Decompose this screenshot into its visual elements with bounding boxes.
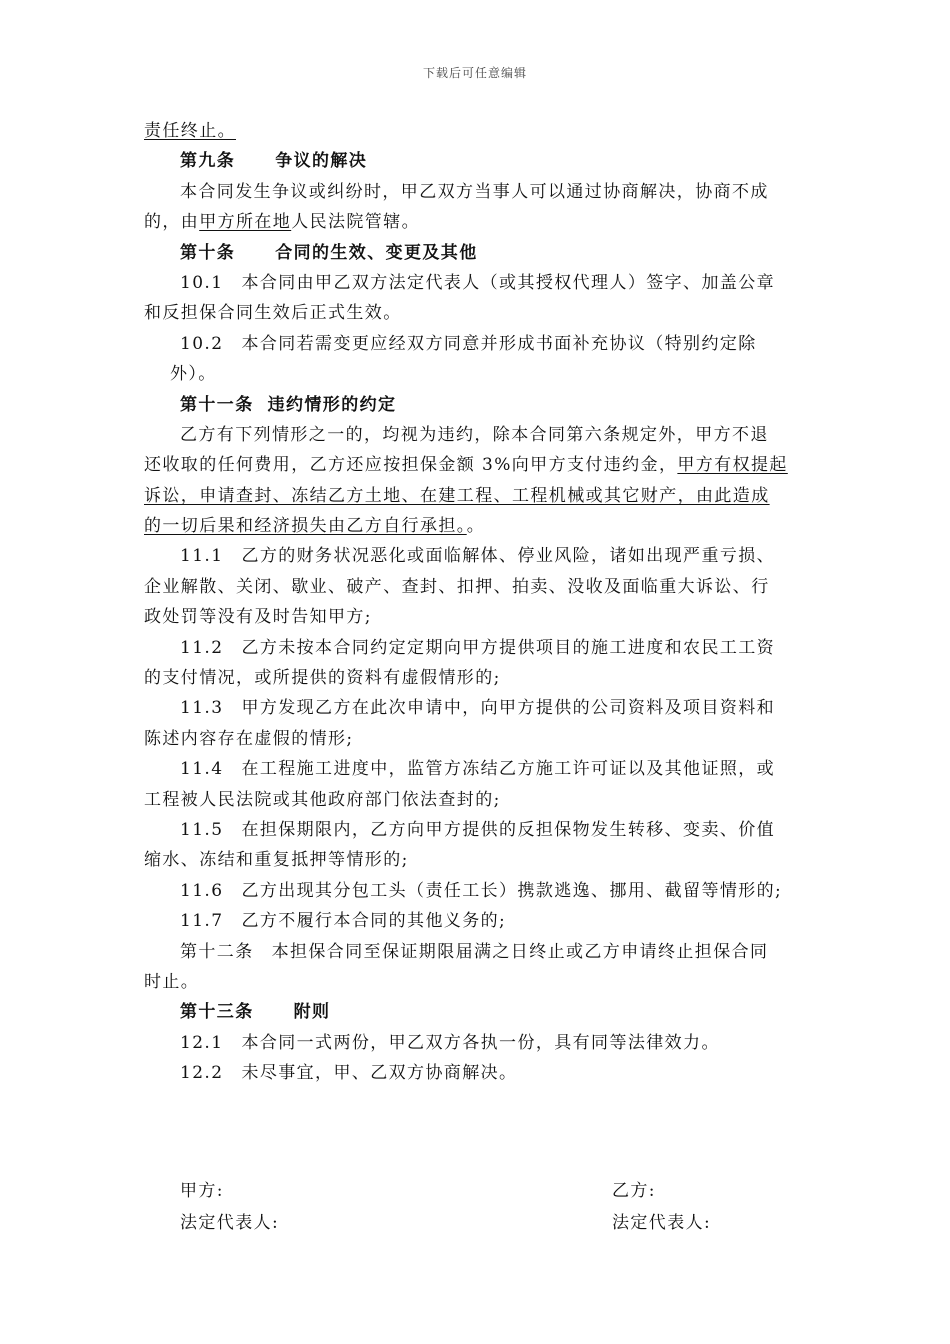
clause-10-2-line-1: 10.2 本合同若需变更应经双方同意并形成书面补充协议（特别约定除 (180, 333, 757, 354)
article-11-line-2: 还收取的任何费用，乙方还应按担保金额 3%向甲方支付违约金，甲方有权提起 (144, 455, 788, 476)
article-11-line-1: 乙方有下列情形之一的，均视为违约，除本合同第六条规定外，甲方不退 (180, 424, 769, 445)
clause-11-2-line-1: 11.2 乙方未按本合同约定定期向甲方提供项目的施工进度和农民工工资 (180, 637, 776, 658)
clause-11-3-line-2: 陈述内容存在虚假的情形; (144, 728, 354, 749)
clause-12-1-line-1: 12.1 本合同一式两份，甲乙双方各执一份，具有同等法律效力。 (180, 1032, 720, 1053)
party-a-label: 甲方: (180, 1181, 224, 1201)
clause-11-1-line-1: 11.1 乙方的财务状况恶化或面临解体、停业风险，诸如出现严重亏损、 (180, 546, 776, 567)
article-13-heading: 第十三条 附则 (180, 1002, 331, 1023)
contract-body (144, 116, 808, 1089)
previous-article-tail: 责任终止。 (144, 121, 236, 141)
clause-10-1-line-1: 10.1 本合同由甲乙双方法定代表人（或其授权代理人）签字、加盖公章 (180, 272, 776, 293)
article-10-heading: 第十条 合同的生效、变更及其他 (180, 242, 478, 263)
article-9-line-1: 本合同发生争议或纠纷时，甲乙双方当事人可以通过协商解决，协商不成 (180, 181, 769, 202)
article-12-line-2: 时止。 (144, 971, 200, 992)
article-9-heading: 第九条 争议的解决 (180, 151, 368, 172)
clause-11-5-line-1: 11.5 在担保期限内，乙方向甲方提供的反担保物发生转移、变卖、价值 (180, 819, 776, 840)
jurisdiction-underline: 甲方所在地 (199, 212, 292, 233)
party-a-representative-label: 法定代表人: (180, 1213, 280, 1233)
party-b-representative-label: 法定代表人: (612, 1213, 712, 1233)
clause-11-4-line-1: 11.4 在工程施工进度中，监管方冻结乙方施工许可证以及其他证照，或 (180, 759, 776, 780)
clause-11-1-line-3: 政处罚等没有及时告知甲方; (144, 607, 372, 628)
article-11-heading: 第十一条 违约情形的约定 (180, 394, 397, 415)
article-11-line-4: 的一切后果和经济损失由乙方自行承担。。 (144, 516, 486, 537)
article-12-line-1: 第十二条 本担保合同至保证期限届满之日终止或乙方申请终止担保合同 (180, 941, 769, 962)
clause-11-3-line-1: 11.3 甲方发现乙方在此次申请中，向甲方提供的公司资料及项目资料和 (180, 698, 776, 719)
clause-11-2-line-2: 的支付情况，或所提供的资料有虚假情形的; (144, 668, 501, 689)
clause-11-6-line-1: 11.6 乙方出现其分包工头（责任工长）携款逃逸、挪用、截留等情形的; (180, 880, 783, 901)
article-9-line-2: 的，由甲方所在地人民法院管辖。 (144, 212, 421, 233)
clause-11-7-line-1: 11.7 乙方不履行本合同的其他义务的; (180, 911, 507, 932)
page-header: 下载后可任意编辑 (422, 66, 527, 80)
clause-12-2-line-1: 12.2 未尽事宜，甲、乙双方协商解决。 (180, 1063, 518, 1084)
article-11-line-3: 诉讼，申请查封、冻结乙方土地、在建工程、工程机械或其它财产，由此造成 (144, 485, 770, 506)
clause-11-4-line-2: 工程被人民法院或其他政府部门依法查封的; (144, 789, 501, 810)
clause-11-1-line-2: 企业解散、关闭、歇业、破产、查封、扣押、拍卖、没收及面临重大诉讼、行 (144, 576, 770, 597)
clause-10-1-line-2: 和反担保合同生效后正式生效。 (144, 303, 402, 324)
clause-10-2-line-2: 外）。 (170, 364, 217, 385)
clause-11-5-line-2: 缩水、冻结和重复抵押等情形的; (144, 850, 409, 871)
party-b-label: 乙方: (612, 1181, 656, 1201)
